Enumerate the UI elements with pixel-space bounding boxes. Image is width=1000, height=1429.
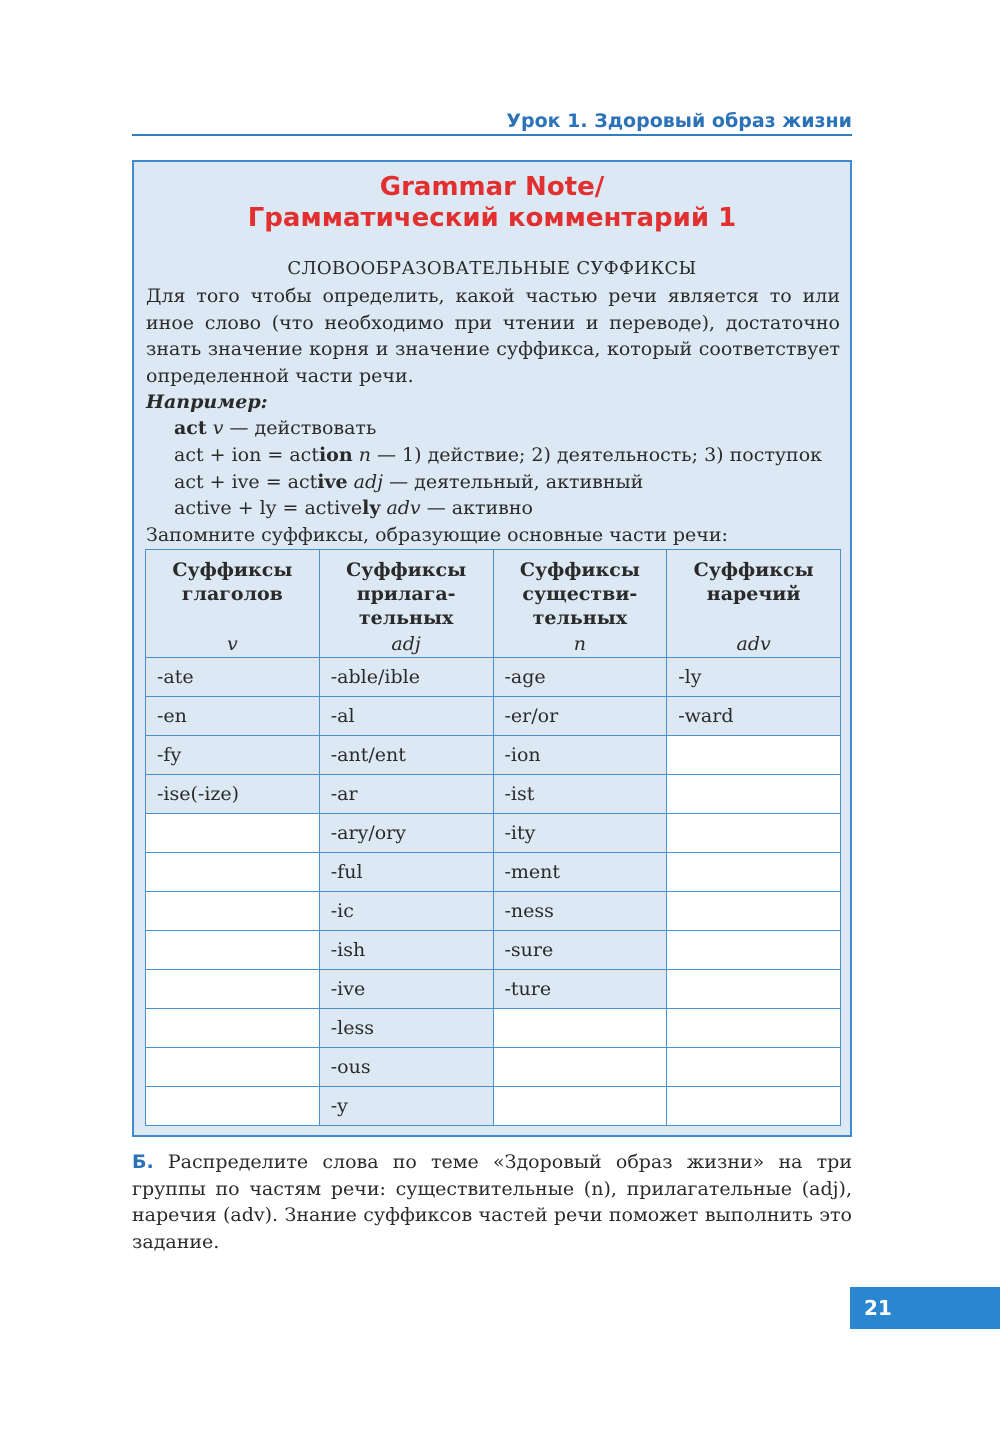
table-cell: -able/ible <box>319 658 493 697</box>
table-row <box>146 736 841 775</box>
table-cell <box>146 814 320 853</box>
example-line-2: act + ion = action n — 1) действие; 2) деятельность; 3) поступок <box>174 444 823 466</box>
task-text: Распределите слова по теме «Здоровый образ жизни» на три группы по частям речи: существительные (n), прилагательные (adj), наречия (adv). Знание суффиксов частей речи поможет выполнить это задание. <box>132 1151 852 1253</box>
table-cell <box>667 931 841 970</box>
table-cell <box>667 814 841 853</box>
table-cell: -less <box>319 1009 493 1048</box>
table-cell <box>667 970 841 1009</box>
table-cell <box>146 931 320 970</box>
table-cell: -ity <box>493 814 667 853</box>
table-cell: -ward <box>667 697 841 736</box>
table-cell <box>667 775 841 814</box>
example-line-1: act v — действовать <box>174 417 377 439</box>
table-row <box>146 775 841 814</box>
header-nouns: Суффиксы существи-тельных n <box>493 550 667 658</box>
table-cell: -sure <box>493 931 667 970</box>
table-cell: -al <box>319 697 493 736</box>
table-cell <box>146 892 320 931</box>
table-cell <box>493 1009 667 1048</box>
grammar-note-box <box>132 160 852 1137</box>
table-cell <box>146 970 320 1009</box>
table-cell: -ic <box>319 892 493 931</box>
grammar-note-title <box>134 172 850 234</box>
table-cell: -ise(-ize) <box>146 775 320 814</box>
task-letter: Б. <box>132 1151 154 1173</box>
header-adjectives: Суффиксы прилага-тельных adj <box>319 550 493 658</box>
header-verbs: Суффиксы глаголов v <box>146 550 320 658</box>
table-cell <box>667 853 841 892</box>
table-row <box>146 1009 841 1048</box>
table-cell <box>667 1009 841 1048</box>
table-cell: -ar <box>319 775 493 814</box>
table-cell: -ion <box>493 736 667 775</box>
title-line-2: Грамматический комментарий 1 <box>247 203 737 233</box>
table-cell <box>146 853 320 892</box>
example-line-3: act + ive = active adj — деятельный, активный <box>174 471 644 493</box>
table-cell: -ant/ent <box>319 736 493 775</box>
example-label: Например: <box>146 391 268 413</box>
table-cell: -en <box>146 697 320 736</box>
title-line-1: Grammar Note/ <box>379 172 605 202</box>
table-cell <box>493 1087 667 1126</box>
table-row <box>146 931 841 970</box>
header-adverbs: Суффиксы наречий adv <box>667 550 841 658</box>
table-cell: -y <box>319 1087 493 1126</box>
table-row <box>146 1087 841 1126</box>
table-cell <box>667 736 841 775</box>
intro-paragraph: Для того чтобы определить, какой частью речи является то или иное слово (что необходимо при чтении и переводе), достаточно знать значение корня и значение суффикса, который соответствует определенной части речи. <box>146 285 840 387</box>
table-cell: -ish <box>319 931 493 970</box>
table-cell <box>146 1087 320 1126</box>
table-cell <box>146 1009 320 1048</box>
table-cell: -ist <box>493 775 667 814</box>
page-number: 21 <box>850 1287 1000 1329</box>
table-cell <box>667 1087 841 1126</box>
table-cell: -ive <box>319 970 493 1009</box>
table-cell: -ate <box>146 658 320 697</box>
table-cell: -ous <box>319 1048 493 1087</box>
table-cell <box>667 1048 841 1087</box>
table-cell: -ful <box>319 853 493 892</box>
example-line-4: active + ly = actively adv — активно <box>174 497 533 519</box>
table-cell: -er/or <box>493 697 667 736</box>
table-row <box>146 1048 841 1087</box>
lesson-header: Урок 1. Здоровый образ жизни <box>132 108 852 136</box>
table-cell: -fy <box>146 736 320 775</box>
table-cell: -ness <box>493 892 667 931</box>
table-cell: -ment <box>493 853 667 892</box>
table-row <box>146 970 841 1009</box>
table-row <box>146 853 841 892</box>
table-row <box>146 697 841 736</box>
table-row <box>146 892 841 931</box>
table-cell: -ture <box>493 970 667 1009</box>
suffix-table <box>145 549 841 1126</box>
task-b-paragraph <box>132 1149 852 1255</box>
remember-text: Запомните суффиксы, образующие основные части речи: <box>146 524 728 546</box>
table-row <box>146 814 841 853</box>
table-cell: -ly <box>667 658 841 697</box>
table-row <box>146 658 841 697</box>
section-subtitle: СЛОВООБРАЗОВАТЕЛЬНЫЕ СУФФИКСЫ <box>287 258 697 279</box>
table-cell <box>667 892 841 931</box>
table-header-row <box>146 550 841 658</box>
table-cell: -age <box>493 658 667 697</box>
table-cell <box>493 1048 667 1087</box>
table-cell <box>146 1048 320 1087</box>
table-cell: -ary/ory <box>319 814 493 853</box>
